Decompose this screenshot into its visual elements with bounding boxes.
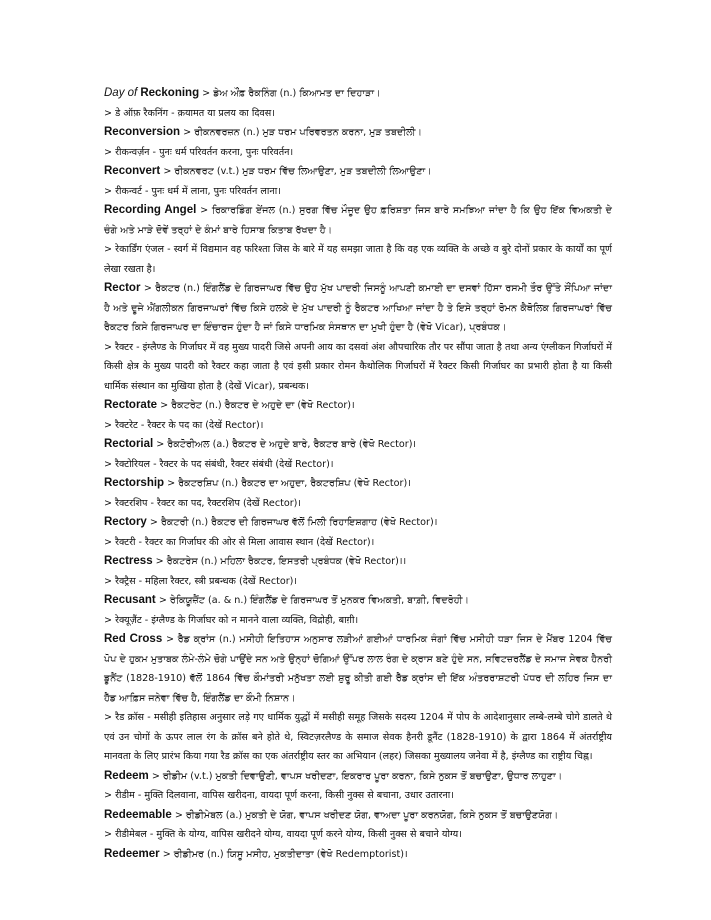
punjabi-definition: > ਰੀਕਨਵਰਜ਼ਨ (n.) ਮੁੜ ਧਰਮ ਪਰਿਵਰਤਨ ਕਰਨਾ, ਮੁੜ ਤਬਦੀਲੀ। bbox=[183, 127, 423, 138]
entry-punjabi-line bbox=[104, 201, 612, 240]
punjabi-definition: > ਰੀਡੀਮਰ (n.) ਯਿਸੂ ਮਸੀਹ, ਮੁਕਤੀਦਾਤਾ (ਵੇਖੋ Redemptorist)। bbox=[162, 848, 408, 860]
headword: Redeemable bbox=[104, 808, 172, 821]
punjabi-definition: > ਰੀਕਨਵਰਟ (v.t.) ਮੁੜ ਧਰਮ ਵਿੱਚ ਲਿਆਉਣਾ, ਮੁੜ ਤਬਦੀਲੀ ਲਿਆਉਣਾ। bbox=[163, 166, 432, 177]
hindi-definition: > रेक्यूज़ैंट - इंग्लैण्ड के गिर्जाघर को न मानने वाला व्यक्ति, विद्रोही, बाग़ी। bbox=[104, 614, 359, 626]
hindi-definition: > रैक्टरशिप - रैक्टर का पद, रैक्टरशिप (देखें Rector)। bbox=[104, 497, 302, 509]
entry-punjabi-line bbox=[104, 279, 612, 338]
headword: Redeem bbox=[104, 769, 149, 782]
punjabi-definition: > ਰੈਕਟੋਰੀਅਲ (a.) ਰੈਕਟਰ ਦੇ ਅਹੁਦੇ ਬਾਰੇ, ਰੈਕਟਰ ਬਾਰੇ (ਵੇਖੋ Rector)। bbox=[156, 439, 417, 450]
dictionary-entry bbox=[104, 84, 612, 123]
headword: Rectress bbox=[104, 555, 153, 567]
dictionary-entry bbox=[104, 806, 612, 845]
dictionary-entry bbox=[104, 513, 612, 552]
punjabi-definition: > ਰੈਕਟਰ (n.) ਇੰਗਲੈਂਡ ਦੇ ਗਿਰਜਾਘਰ ਵਿੱਚ ਉਹ ਮੁੱਖ ਪਾਦਰੀ ਜਿਸਨੂੰ ਆਪਣੀ ਕਮਾਈ ਦਾ ਦਸਵਾਂ ਹਿੱਸਾ ਰਸਮੀ ਤੌਰ ਉੱਤੇ ਸੌਂਪਿਆ ਜਾਂਦਾ ਹੈ ਅਤੇ ਦੂਜੇ ਐਂਗਲੀਕਨ ਗਿਰਜਾਘਰਾਂ ਵਿੱਚ ਕਿਸੇ ਹਲਕੇ ਦੇ ਮੁੱਖ ਪਾਦਰੀ ਨੂੰ ਰੈਕਟਰ ਆਖਿਆ ਜਾਂਦਾ ਹੈ ਤੇ ਇਸੇ ਤਰ੍ਹਾਂ ਰੋਮਨ ਕੈਥੋਲਿਕ ਗਿਰਜਾਘਰਾਂ ਵਿੱਚ ਰੈਕਟਰ ਕਿਸੇ ਗਿਰਜਾਘਰ ਦਾ ਇੰਚਾਰਜ ਹੁੰਦਾ ਹੈ ਜਾਂ ਕਿਸੇ ਧਾਰਮਿਕ ਸੰਸਥਾਨ ਦਾ ਮੁਖੀ ਹੁੰਦਾ ਹੈ (ਵੇਖੋ Vicar), ਪ੍ਰਬੰਧਕ। bbox=[104, 283, 612, 333]
entry-punjabi-line bbox=[104, 806, 612, 826]
punjabi-definition: > ਡੇਅ ਔਂਫ਼ ਰੈਕਨਿੰਗ (n.) ਕਿਆਮਤ ਦਾ ਦਿਹਾੜਾ। bbox=[202, 88, 381, 99]
dictionary-entry bbox=[104, 201, 612, 279]
punjabi-definition: > ਰੈਕਟਰਸ਼ਿਪ (n.) ਰੈਕਟਰ ਦਾ ਅਹੁਦਾ, ਰੈਕਟਰਸ਼ਿਪ (ਵੇਖੋ Rector)। bbox=[167, 478, 411, 489]
hindi-definition: > रैक्टरी - रैक्टर का गिर्जाघर की ओर से मिला आवास स्थान (देखें Rector)। bbox=[104, 536, 375, 548]
dictionary-entry bbox=[104, 474, 612, 513]
hindi-definition: > रीडीमेबल - मुक्ति के योग्य, वापिस खरीदने योग्य, वायदा पूर्ण करने योग्य, किसी नुक्स से बचाने योग्य। bbox=[104, 829, 462, 840]
entry-punjabi-line bbox=[104, 162, 612, 182]
dictionary-entry bbox=[104, 845, 612, 865]
punjabi-definition: > ਰੈਕਟਰੇਟ (n.) ਰੈਕਟਰ ਦੇ ਅਹੁਦੇ ਦਾ (ਵੇਖੋ Rector)। bbox=[160, 400, 355, 411]
dictionary-entry bbox=[104, 396, 612, 435]
headword: Redeemer bbox=[104, 847, 160, 860]
headword: Rectorial bbox=[104, 438, 154, 450]
entry-punjabi-line bbox=[104, 767, 612, 787]
punjabi-definition: > ਰੀਡੀਮੇਬਲ (a.) ਮੁਕਤੀ ਦੇ ਯੋਗ, ਵਾਪਸ ਖਰੀਦਣ ਯੋਗ, ਵਾਅਦਾ ਪੂਰਾ ਕਰਨਯੋਗ, ਕਿਸੇ ਨੁਕਸ ਤੋਂ ਬਚਾਉਣਯੋਗ। bbox=[174, 809, 559, 821]
punjabi-definition: > ਰਿਕਾਰਡਿੰਗ ਏਂਜਲ (n.) ਸੁਰਗ ਵਿੱਚ ਮੌਜੂਦ ਉਹ ਫ਼ਰਿਸ਼ਤਾ ਜਿਸ ਬਾਰੇ ਸਮਝਿਆ ਜਾਂਦਾ ਹੈ ਕਿ ਉਹ ਇੱਕ ਵਿਅਕਤੀ ਦੇ ਚੰਗੇ ਅਤੇ ਮਾੜੇ ਦੋਵੇਂ ਤਰ੍ਹਾਂ ਦੇ ਕੰਮਾਂ ਬਾਰੇ ਹਿਸਾਬ ਕਿਤਾਬ ਰੱਖਦਾ ਹੈ। bbox=[104, 205, 612, 236]
punjabi-definition: > ਰੀਡੀਮ (v.t.) ਮੁਕਤੀ ਦਿਵਾਉਣੀ, ਵਾਪਸ ਖਰੀਦਣਾ, ਇਕਰਾਰ ਪੂਰਾ ਕਰਨਾ, ਕਿਸੇ ਨੁਕਸ ਤੋਂ ਬਚਾਉਣਾ, ਉਧਾਰ ਲਾਹੁਣਾ। bbox=[151, 770, 563, 782]
entry-punjabi-line bbox=[104, 123, 612, 143]
dictionary-entry bbox=[104, 591, 612, 630]
hindi-definition: > रैक्टोरियल - रैक्टर के पद संबंधी, रैक्टर संबंधी (देखें Rector)। bbox=[104, 458, 334, 470]
headword: Rectory bbox=[104, 516, 147, 528]
headword: Recusant bbox=[104, 594, 156, 606]
headword: Rectorship bbox=[104, 477, 165, 489]
hindi-definition: > रैक्ट्रैस - महिला रैक्टर, स्त्री प्रबन्धक (देखें Rector)। bbox=[104, 575, 298, 587]
dictionary-entry bbox=[104, 552, 612, 591]
dictionary-entry bbox=[104, 123, 612, 162]
dictionary-entry bbox=[104, 630, 612, 767]
punjabi-definition: > ਰੈਕਟਰੇਸ (n.) ਮਹਿਲਾ ਰੈਕਟਰ, ਇਸਤਰੀ ਪ੍ਰਬੰਧਕ (ਵੇਖੋ Rector)।। bbox=[155, 556, 407, 567]
dictionary-entry bbox=[104, 435, 612, 474]
entry-punjabi-line bbox=[104, 845, 612, 865]
headword: Reckoning bbox=[140, 87, 200, 99]
entry-punjabi-line bbox=[104, 591, 612, 611]
hindi-definition: > रैक्टर - इंग्लैण्ड के गिर्जाघर में वह मुख्य पादरी जिसे अपनी आय का दसवां अंश औपचारिक तौर पर सौंपा जाता है तथा अन्य एंग्लीकन गिर्जाघरों में किसी क्षेत्र के मुख्य पादरी को रैक्टर कहा जाता है एवं इसी प्रकार रोमन कैथोलिक गिर्जाघरों में रैक्टर किसी गिर्जाघर का प्रभारी होता है या किसी धार्मिक संस्थान का मुखिया होता है (देखें Vicar), प्रबन्धक। bbox=[104, 341, 612, 392]
entry-punjabi-line bbox=[104, 513, 612, 533]
dictionary-entry bbox=[104, 767, 612, 806]
hindi-definition: > रीकन्वर्ट - पुनः धर्म में लाना, पुनः परिवर्तन लाना। bbox=[104, 185, 281, 197]
hindi-definition: > रैक्टरेट - रैक्टर के पद का (देखें Rector)। bbox=[104, 419, 264, 431]
punjabi-definition: > ਰੇਕਿਯੂਜ਼ੈਂਟ (a. & n.) ਇੰਗਲੈਂਡ ਦੇ ਗਿਰਜਾਘਰ ਤੋਂ ਮੁਨਕਰ ਵਿਅਕਤੀ, ਬਾਗ਼ੀ, ਵਿਦਰੋਹੀ। bbox=[158, 595, 469, 606]
headword: Recording Angel bbox=[104, 204, 197, 216]
hindi-definition: > रेकार्डिंग एंजल - स्वर्ग में विद्यमान वह फरिश्ता जिस के बारे में यह समझा जाता है कि वह एक व्यक्ति के अच्छे व बुरे दोनों प्रकार के कार्यों का पूर्ण लेखा रखता है। bbox=[104, 244, 612, 275]
hindi-definition: > रीडीम - मुक्ति दिलवाना, वापिस खरीदना, वायदा पूर्ण करना, किसी नुक्स से बचाना, उधार उतारना। bbox=[104, 790, 454, 801]
headword: Reconvert bbox=[104, 165, 161, 177]
entry-list bbox=[104, 84, 612, 864]
headword: Red Cross bbox=[104, 633, 163, 645]
entry-punjabi-line bbox=[104, 474, 612, 494]
entry-punjabi-line bbox=[104, 396, 612, 416]
headword: Rector bbox=[104, 282, 141, 294]
punjabi-definition: > ਰੈੱਡ ਕ੍ਰਾਂਸ (n.) ਮਸੀਹੀ ਇਤਿਹਾਸ ਅਨੁਸਾਰ ਲੜੀਆਂ ਗਈਆਂ ਧਾਰਮਿਕ ਜੰਗਾਂ ਵਿੱਚ ਮਸੀਹੀ ਧੜਾ ਜਿਸ ਦੇ ਮੈਂਬਰ 1204 ਵਿੱਚ ਪੋਪ ਦੇ ਹੁਕਮ ਮੁਤਾਬਕ ਲੰਮੇ-ਲੰਮੇ ਚੋਗੇ ਪਾਉਂਦੇ ਸਨ ਅਤੇ ਉਨ੍ਹਾਂ ਚੋਗਿਆਂ ਉੱਪਰ ਲਾਲ ਰੰਗ ਦੇ ਕ੍ਰਾਸ ਬਣੇ ਹੁੰਦੇ ਸਨ, ਸਵਿਟਜ਼ਰਲੈਂਡ ਦੇ ਸਮਾਜ ਸੇਵਕ ਹੈਨਰੀ ਡੂਨੈਂਟ (1828-1910) ਵੱਲੋਂ 1864 ਵਿੱਚ ਕੌਮਾਂਤਰੀ ਮਨੁੱਖਤਾ ਲਈ ਸ਼ੁਰੂ ਕੀਤੀ ਗਈ ਰੈੱਡ ਕ੍ਰਾਂਸ ਦੀ ਇੱਕ ਅੰਤਰਰਾਸ਼ਟਰੀ ਪੱਧਰ ਦੀ ਲਹਿਰ ਜਿਸ ਦਾ ਹੈੱਡ ਆਫ਼ਿਸ ਜਨੇਵਾ ਵਿੱਚ ਹੈ, ਇੰਗਲੈਂਡ ਦਾ ਕੌਮੀ ਨਿਸ਼ਾਨ। bbox=[104, 634, 612, 704]
hindi-definition: > डे ऑफ़ रैकनिंग - क़यामत या प्रलय का दिवस। bbox=[104, 107, 275, 119]
hindi-definition: > रैड क्रॉस - मसीही इतिहास अनुसार लड़े गए धार्मिक युद्धों में मसीही समूह जिसके सदस्य 1204 में पोप के आदेशानुसार लम्बे-लम्बे चोगे डालते थे एवं उन चोगों के ऊपर लाल रंग के क्रॉस बने होते थे, स्विटज़रलैण्ड के समाज सेवक हैनरी डूनैंट (1828-1910) के द्वारा 1864 में अंतर्राष्ट्रीय मानवता के लिए प्रारंभ किया गया रैड क्रॉस का एक अंतर्राष्ट्रीय स्तर का अभियान (लहर) जिसका मुख्यालय जनेवा में है, इंग्लैण्ड का राष्ट्रीय चिह्न। bbox=[104, 712, 612, 762]
punjabi-definition: > ਰੈਕਟਰੀ (n.) ਰੈਕਟਰ ਦੀ ਗਿਰਜਾਘਰ ਵੱਲੋਂ ਮਿਲੀ ਰਿਹਾਇਸ਼ਗਾਹ (ਵੇਖੋ Rector)। bbox=[149, 517, 438, 528]
entry-punjabi-line bbox=[104, 435, 612, 455]
dictionary-page bbox=[104, 84, 612, 864]
entry-punjabi-line bbox=[104, 552, 612, 572]
headword-prefix: Day of bbox=[104, 87, 138, 99]
entry-punjabi-line bbox=[104, 84, 612, 104]
dictionary-entry bbox=[104, 279, 612, 396]
entry-punjabi-line bbox=[104, 630, 612, 708]
dictionary-entry bbox=[104, 162, 612, 201]
hindi-definition: > रीकन्वर्ज़न - पुनः धर्म परिवर्तन करना, पुनः परिवर्तन। bbox=[104, 146, 294, 158]
headword: Rectorate bbox=[104, 399, 158, 411]
headword: Reconversion bbox=[104, 126, 181, 138]
